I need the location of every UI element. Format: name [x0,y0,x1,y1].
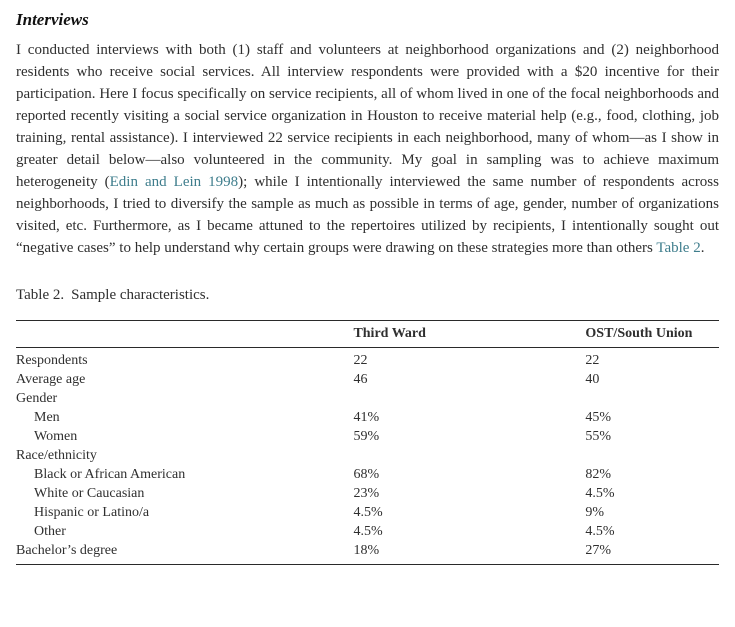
row-value-ost [585,390,719,409]
paragraph-text-2: ); while I intentionally interviewed the same number of respondents across neighborhoods, I tried to diversify the sample as much as possible in terms of age, gender, number of organizations visited, etc. Furthermore, as I became attuned to the repertoires utilized by recipients, I intentionally sought out “negative cases” to help understand why certain groups were drawing on these strategies more than others [16,174,719,257]
table-row-other [16,523,719,542]
paragraph-text-3: . [700,240,705,257]
row-value-third-ward [353,390,585,409]
header-ost-south-union: OST/South Union [585,326,693,342]
row-value-third-ward: 68% [353,467,380,483]
body-paragraph [16,39,719,259]
table-row-hispanic-or-latino [16,504,719,523]
table-2-reference-link[interactable]: Table 2 [656,240,701,257]
row-value-ost: 82% [585,467,612,483]
header-third-ward: Third Ward [353,326,426,342]
table-row-average-age [16,371,719,390]
row-value-third-ward: 4.5% [353,505,383,521]
row-value-ost: 9% [585,505,605,521]
row-value-ost: 4.5% [585,524,615,540]
table-header-row [16,321,719,348]
row-label: Other [34,524,66,540]
row-value-ost: 55% [585,429,612,445]
row-value-third-ward: 18% [353,543,380,559]
table-row-white-or-caucasian [16,485,719,504]
row-value-third-ward: 59% [353,429,380,445]
header-empty-cell [16,321,353,348]
row-value-third-ward: 4.5% [353,524,383,540]
row-value-ost: 45% [585,410,612,426]
table-caption-text: Sample characteristics. [71,287,210,304]
row-value-ost [585,447,719,466]
table-caption [16,287,719,304]
table-row-gender [16,390,719,409]
row-label: Women [34,429,78,445]
table-row-women [16,428,719,447]
row-value-ost: 22 [585,353,600,369]
row-value-third-ward: 41% [353,410,380,426]
row-value-ost: 4.5% [585,486,615,502]
sample-characteristics-table [16,320,719,565]
table-row-bachelors-degree [16,542,719,565]
table-caption-label: Table 2. [16,287,65,304]
row-label: Bachelor’s degree [16,543,118,559]
row-label: Respondents [16,353,88,369]
row-label: Men [34,410,60,426]
row-label: Gender [16,391,58,407]
row-value-third-ward [353,447,585,466]
paragraph-text-1: I conducted interviews with both (1) staff and volunteers at neighborhood organizations and (2) neighborhood residents who receive social services. All interview respondents were provided with a $20 incentive for their participation. Here I focus specifically on service recipients, all of whom lived in one of the focal neighborhoods and reported recently visiting a social service organization in Houston to receive material help (e.g., food, clothing, job training, rental assistance). I interviewed 22 service recipients in each neighborhood, many of whom—as I show in greater detail below—also volunteered in the community. My goal in sampling was to achieve maximum heterogeneity ( [16,42,719,191]
row-label: Race/ethnicity [16,448,97,464]
section-heading: Interviews [16,10,89,29]
row-label: Black or African American [34,467,186,483]
row-value-third-ward: 22 [353,353,368,369]
row-label: Hispanic or Latino/a [34,505,150,521]
table-row-black-or-african-american [16,466,719,485]
row-label: White or Caucasian [34,486,145,502]
row-label: Average age [16,372,86,388]
table-row-respondents [16,348,719,371]
table-row-men [16,409,719,428]
row-value-third-ward: 23% [353,486,380,502]
table-row-race-ethnicity [16,447,719,466]
row-value-ost: 40 [585,372,600,388]
row-value-ost: 27% [585,543,612,559]
row-value-third-ward: 46 [353,372,368,388]
citation-link-edin-lein[interactable]: Edin and Lein 1998 [109,174,239,191]
